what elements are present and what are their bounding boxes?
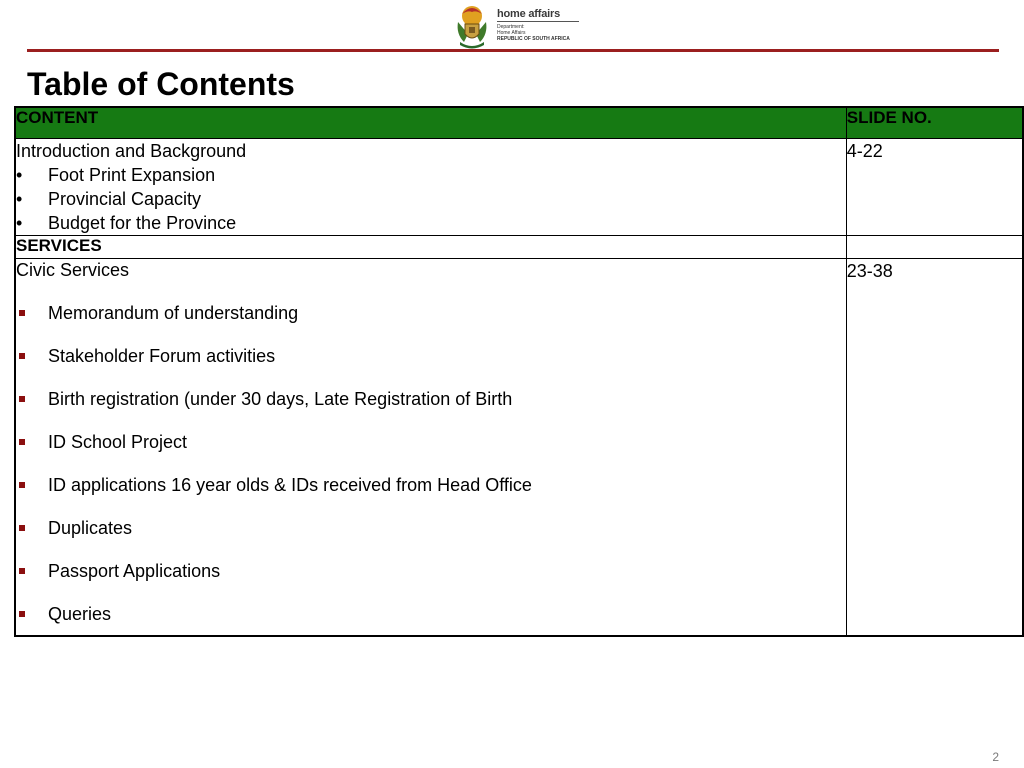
list-item (16, 334, 846, 377)
table-row-services (15, 236, 1023, 259)
intro-item-label: Foot Print Expansion (48, 165, 216, 185)
home-affairs-logo (454, 4, 584, 50)
intro-heading: Introduction and Background (16, 141, 247, 161)
coat-of-arms-icon (454, 4, 490, 50)
table-row-civic (15, 259, 1023, 637)
civic-item-label: Birth registration (under 30 days, Late Registration of Birth (48, 388, 513, 409)
square-bullet-icon (19, 439, 25, 445)
civic-item-label: Passport Applications (48, 560, 221, 581)
table-header-row (15, 107, 1023, 139)
list-item (16, 592, 846, 635)
civic-item-label: Stakeholder Forum activities (48, 345, 276, 366)
logo-line-home-affairs: Home Affairs (497, 30, 526, 36)
list-item (16, 420, 846, 463)
intro-slide-range: 4-22 (846, 139, 1023, 236)
square-bullet-icon (19, 525, 25, 531)
page-number: 2 (992, 750, 999, 764)
square-bullet-icon (19, 396, 25, 402)
header-divider (27, 49, 999, 52)
header-content: CONTENT (15, 107, 846, 139)
services-section-label: SERVICES (15, 236, 846, 259)
table-row-intro (15, 139, 1023, 236)
civic-slide-range: 23-38 (846, 259, 1023, 637)
civic-heading: Civic Services (16, 260, 130, 280)
list-item (16, 163, 846, 187)
logo-name: home affairs (497, 8, 561, 20)
list-item (16, 187, 846, 211)
list-item (16, 506, 846, 549)
logo-rule (497, 21, 579, 22)
square-bullet-icon (19, 611, 25, 617)
list-item (16, 291, 846, 334)
square-bullet-icon (19, 482, 25, 488)
square-bullet-icon (19, 568, 25, 574)
intro-item-label: Budget for the Province (48, 213, 237, 233)
list-item (16, 211, 846, 235)
civic-item-label: Memorandum of understanding (48, 302, 299, 323)
list-item (16, 463, 846, 506)
civic-item-label: Duplicates (48, 517, 133, 538)
list-item (16, 549, 846, 592)
square-bullet-icon (19, 310, 25, 316)
contents-table (14, 106, 1024, 637)
header-slide-no: SLIDE NO. (846, 107, 1023, 139)
bullet-icon: • (16, 213, 23, 233)
logo-line-department: Department: (497, 24, 525, 30)
civic-item-label: Queries (48, 603, 112, 624)
page-title: Table of Contents (27, 66, 295, 102)
intro-content-cell (15, 139, 846, 236)
civic-item-label: ID applications 16 year olds & IDs received from Head Office (48, 474, 532, 495)
bullet-icon: • (16, 189, 23, 209)
intro-item-label: Provincial Capacity (48, 189, 202, 209)
civic-item-label: ID School Project (48, 431, 188, 452)
bullet-icon: • (16, 165, 23, 185)
logo-line-republic: REPUBLIC OF SOUTH AFRICA (497, 36, 570, 42)
services-empty-cell (846, 236, 1023, 259)
list-item (16, 377, 846, 420)
square-bullet-icon (19, 353, 25, 359)
civic-content-cell (15, 259, 846, 637)
